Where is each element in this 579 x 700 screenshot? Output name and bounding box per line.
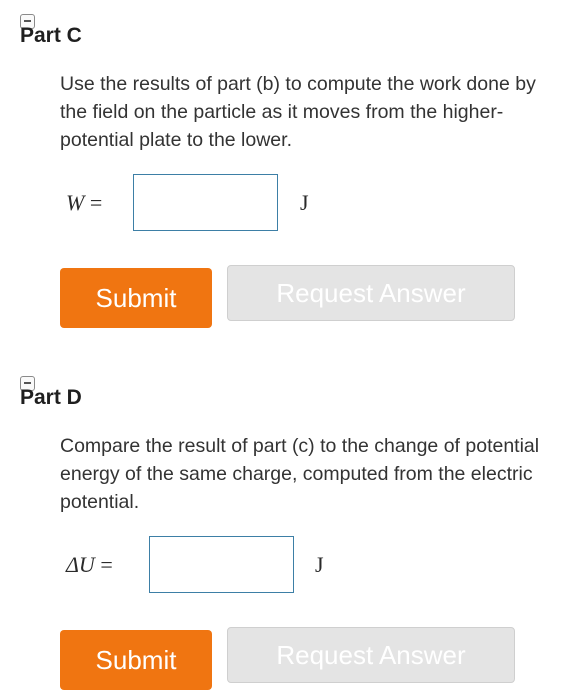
part-d-variable-label xyxy=(66,552,113,578)
part-d-unit: J xyxy=(315,552,324,577)
part-d-variable-symbol: ΔU xyxy=(66,552,95,577)
part-c-variable-label xyxy=(66,190,102,216)
part-d-equals: = xyxy=(100,552,113,577)
part-c-title: Part C xyxy=(20,24,82,47)
part-d-title: Part D xyxy=(20,386,82,409)
part-c-prompt: Use the results of part (b) to compute the work done by the field on the particle as it moves from the higher-potential plate to the lower. xyxy=(60,73,536,151)
part-c-variable-symbol: W xyxy=(66,190,85,215)
part-d-request-answer-button[interactable]: Request Answer xyxy=(227,627,515,683)
part-c-request-answer-button[interactable]: Request Answer xyxy=(227,265,515,321)
part-c-unit: J xyxy=(300,190,309,215)
part-d-prompt: Compare the result of part (c) to the change of potential energy of the same charge, computed from the electric potential. xyxy=(60,435,540,513)
part-d-submit-button[interactable]: Submit xyxy=(60,630,212,690)
part-d-answer-input[interactable] xyxy=(149,536,294,593)
part-c-equals: = xyxy=(89,190,103,215)
part-c-answer-input[interactable] xyxy=(133,174,278,231)
part-c-submit-button[interactable]: Submit xyxy=(60,268,212,328)
